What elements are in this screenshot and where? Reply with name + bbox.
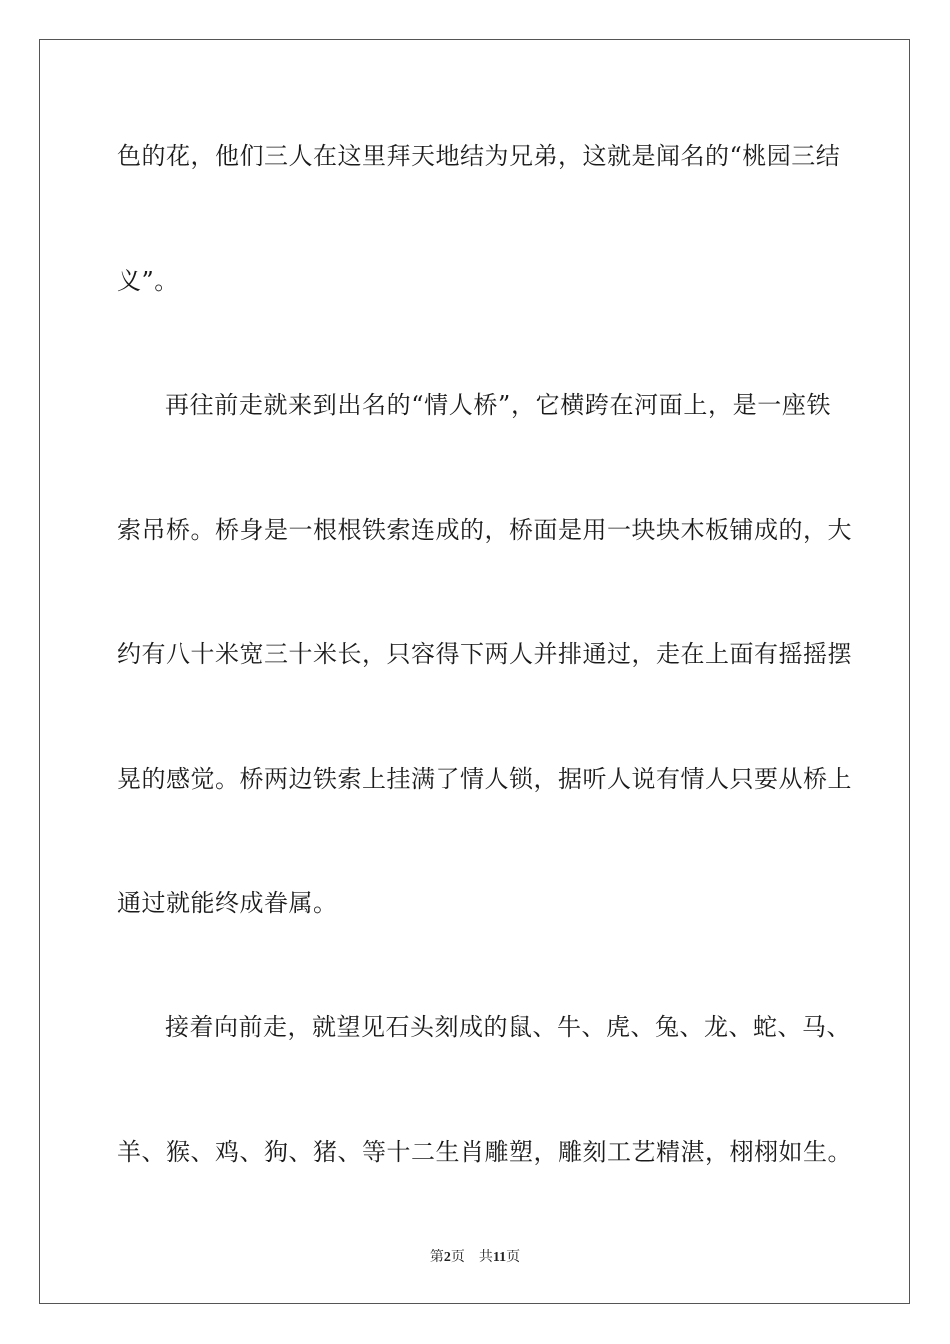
footer-total-suffix: 页 xyxy=(506,1250,521,1265)
paragraph-line-1: 色的花，他们三人在这里拜天地结为兄弟，这就是闻名的“桃园三结 xyxy=(117,142,841,170)
footer-page-prefix: 第 xyxy=(429,1250,444,1265)
footer-total-prefix: 共 xyxy=(478,1250,493,1265)
footer-page-number: 2 xyxy=(443,1250,451,1265)
footer-page-suffix: 页 xyxy=(450,1250,465,1265)
paragraph-line-9: 羊、猴、鸡、狗、猪、等十二生肖雕塑，雕刻工艺精湛，栩栩如生。 xyxy=(117,1138,852,1166)
paragraph-line-5: 约有八十米宽三十米长，只容得下两人并排通过，走在上面有摇摇摆 xyxy=(117,640,852,668)
paragraph-line-7: 通过就能终成眷属。 xyxy=(117,889,338,917)
paragraph-line-6: 晃的感觉。桥两边铁索上挂满了情人锁，据听人说有情人只要从桥上 xyxy=(117,765,852,793)
page-footer xyxy=(0,1246,950,1266)
footer-total-pages: 11 xyxy=(492,1250,507,1265)
paragraph-line-2: 义”。 xyxy=(117,267,179,295)
paragraph-line-3: 再往前走就来到出名的“情人桥”，它横跨在河面上，是一座铁 xyxy=(165,391,831,419)
paragraph-line-8: 接着向前走，就望见石头刻成的鼠、牛、虎、兔、龙、蛇、马、 xyxy=(165,1013,851,1041)
page-frame xyxy=(39,39,910,1304)
paragraph-line-4: 索吊桥。桥身是一根根铁索连成的，桥面是用一块块木板铺成的，大 xyxy=(117,516,852,544)
